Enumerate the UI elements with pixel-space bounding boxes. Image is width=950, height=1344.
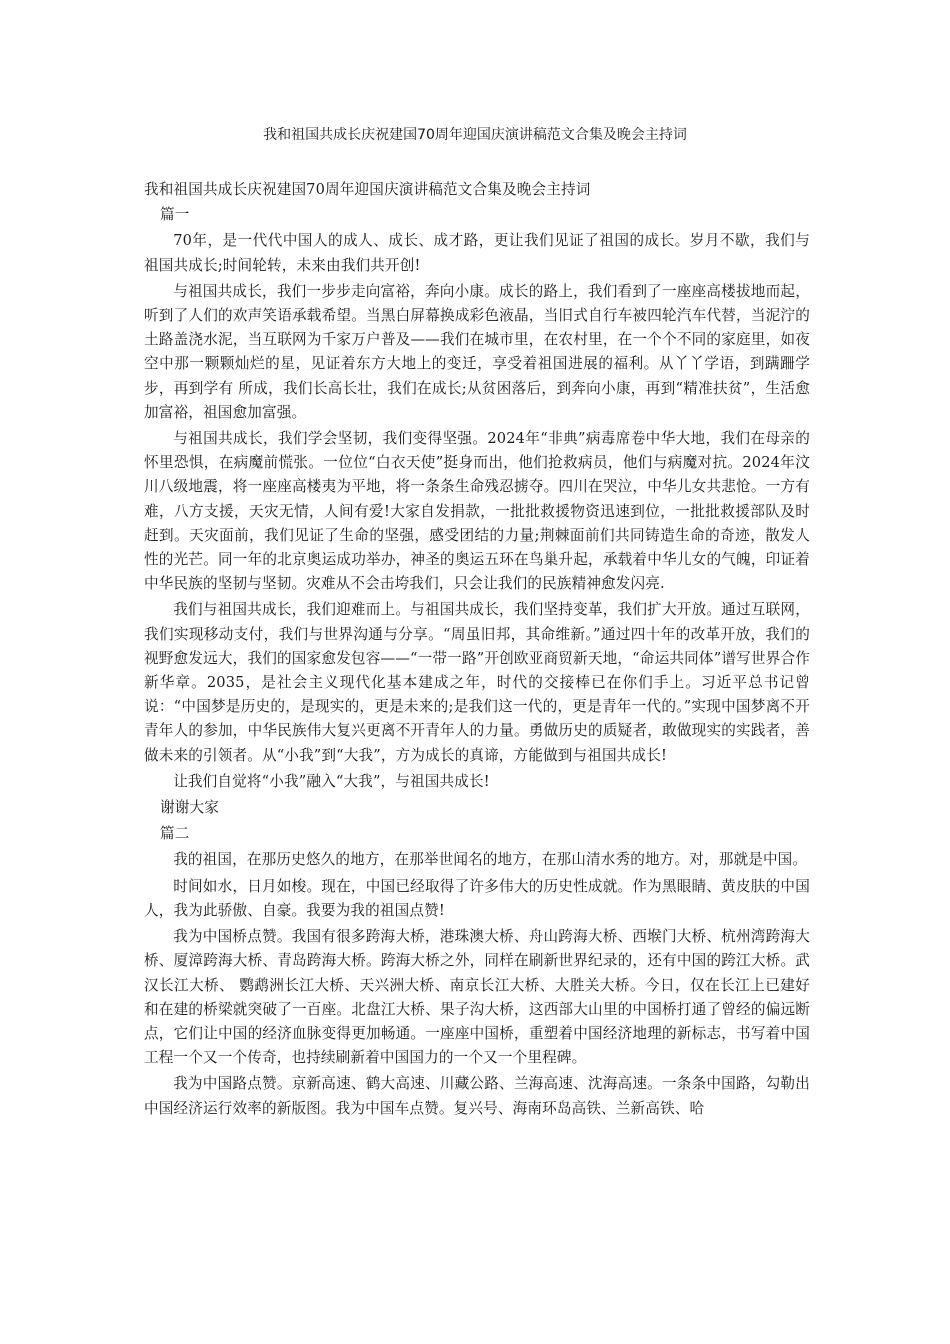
paragraph: 我为中国桥点赞。我国有很多跨海大桥，港珠澳大桥、舟山跨海大桥、西堠门大桥、杭州湾跨海大桥、厦漳跨海大桥、青岛跨海大桥。跨海大桥之外，同样在刷新世界纪录的，还有中国的跨江大桥。武汉长江大桥、 鹦鹉洲长江大桥、天兴洲大桥、南京长江大桥、大胜关大桥。今日，仅在长江上已建好和在建的桥梁就突破了一百座。北盘江大桥、果子沟大桥，这西部大山里的中国桥打通了曾经的偏远断点，它们让中国的经济血脉变得更加畅通。一座座中国桥，重塑着中国经济地理的新标志，书写着中国工程一个又一个传奇，也持续刷新着中国国力的一个又一个里程碑。	[144, 928, 810, 1067]
paragraph: 时间如水，日月如梭。现在，中国已经取得了许多伟大的历史性成就。作为黑眼睛、黄皮肤的中国人，我为此骄傲、自豪。我要为我的祖国点赞!	[144, 877, 810, 919]
paragraph: 让我们自觉将“小我”融入“大我”，与祖国共成长!	[173, 772, 490, 790]
paragraph: 我的祖国，在那历史悠久的地方，在那举世闻名的地方，在那山清水秀的地方。对，那就是中国。	[173, 851, 808, 869]
paragraph: 70年，是一代代中国人的成人、成长、成才路，更让我们见证了祖国的成长。岁月不歇，我们与祖国共成长;时间轮转，未来由我们共开创!	[144, 232, 810, 274]
document-body	[144, 178, 810, 1123]
document-title: 我和祖国共成长庆祝建国70周年迎国庆演讲稿范文合集及晚会主持词	[263, 127, 687, 143]
paragraph: 我为中国路点赞。京新高速、鹤大高速、川藏公路、兰海高速、沈海高速。一条条中国路，勾勒出中国经济运行效率的新版图。我为中国车点赞。复兴号、海南环岛高铁、兰新高铁、哈	[144, 1075, 810, 1117]
section-heading-1: 篇一	[160, 206, 190, 224]
closing-line: 谢谢大家	[160, 799, 220, 817]
paragraph: 与祖国共成长，我们学会坚韧，我们变得坚强。2024年“非典”病毒席卷中华大地，我们在母亲的怀里恐惧，在病魔前慌张。一位位“白衣天使”挺身而出，他们抢救病员，他们与病魔对抗。2024年汶川八级地震，将一座座高楼夷为平地，将一条条生命残忍掳夺。四川在哭泣，中华儿女共悲怆。一方有难，八方支援，天灾无情，人间有爱!大家自发捐款，一批批救援物资迅速到位，一批批救援部队及时赶到。天灾面前，我们见证了生命的坚强，感受团结的力量;荆棘面前们共同铸造生命的奇迹，散发人性的光芒。同一年的北京奥运成功举办，神圣的奥运五环在鸟巢升起，承载着中华儿女的气魄，印证着中华民族的坚韧与坚韧。灾难从不会击垮我们，只会让我们的民族精神愈发闪亮.	[144, 430, 810, 593]
paragraph: 与祖国共成长，我们一步步走向富裕，奔向小康。成长的路上，我们看到了一座座高楼拔地而起，听到了人们的欢声笑语承载希望。当黑白屏幕换成彩色液晶，当旧式自行车被四轮汽车代替，当泥泞的土路盖浇水泥，当互联网为千家万户普及——我们在城市里，在农村里，在一个个不同的家庭里，如夜空中那一颗颗灿烂的星，见证着东方大地上的变迁，享受着祖国进展的福利。从丫丫学语，到蹒跚学步，再到学有 所成，我们长高长壮，我们在成长;从贫困落后，到奔向小康，再到“精准扶贫”，生活愈加富裕，祖国愈加富强。	[144, 282, 810, 421]
section-heading-2: 篇二	[160, 825, 190, 843]
paragraph: 我们与祖国共成长，我们迎难而上。与祖国共成长，我们坚持变革，我们扩大开放。通过互联网，我们实现移动支付，我们与世界沟通与分享。“周虽旧邦，其命维新。”通过四十年的改革开放，我们的视野愈发远大，我们的国家愈发包容——“一带一路”开创欧亚商贸新天地，“命运共同体”谱写世界合作新华章。2035，是社会主义现代化基本建成之年，时代的交接棒已在你们手上。习近平总书记曾说：“中国梦是历史的，是现实的，更是未来的;是我们这一代的，更是青年一代的。”实现中国梦离不开青年人的参加，中华民族伟大复兴更离不开青年人的力量。勇做历史的质疑者，敢做现实的实践者，善做未来的引领者。从“小我”到“大我”，方为成长的真谛，方能做到与祖国共成长!	[144, 601, 810, 764]
document-subtitle: 我和祖国共成长庆祝建国70周年迎国庆演讲稿范文合集及晚会主持词	[144, 181, 591, 198]
